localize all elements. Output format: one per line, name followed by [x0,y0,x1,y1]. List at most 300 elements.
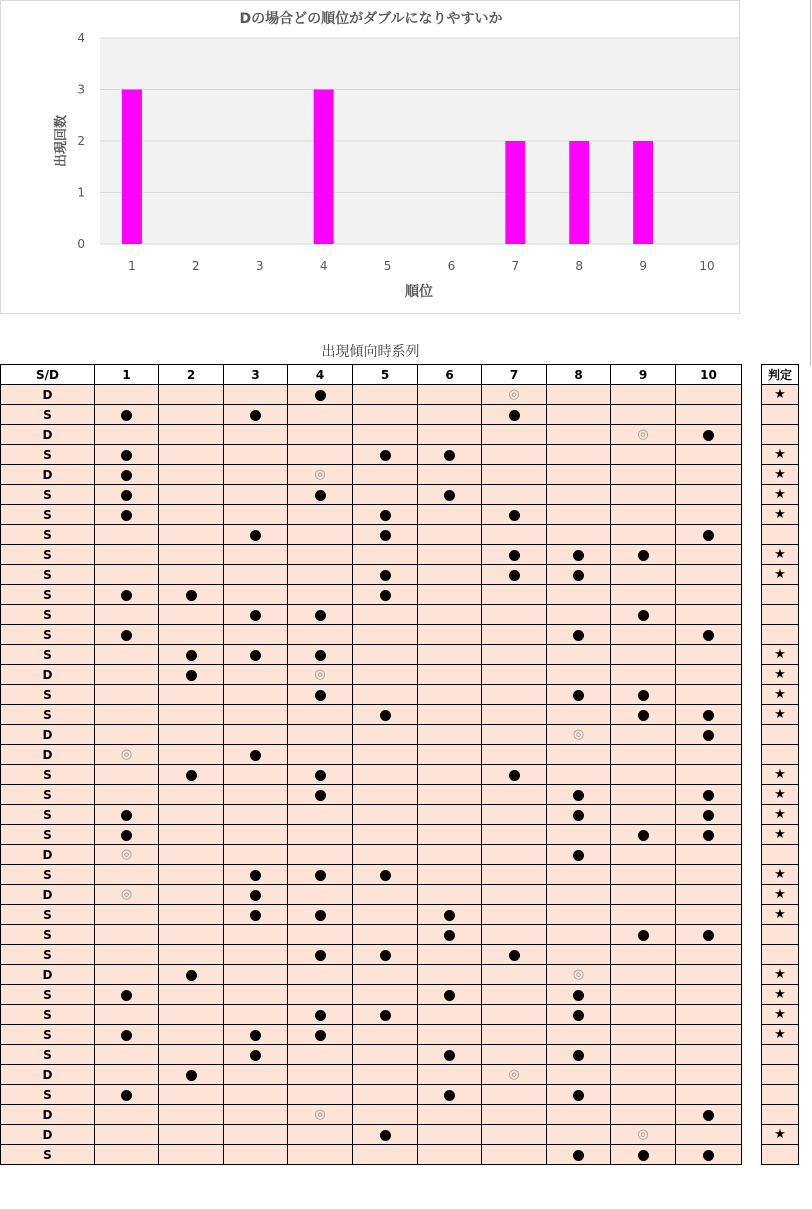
rank-cell [224,725,288,745]
rank-cell [418,1065,482,1085]
table-row [1,705,742,725]
star-icon: ★ [774,487,786,502]
single-dot-icon [638,830,649,841]
rank-cell [611,485,676,505]
table-row [1,625,742,645]
rank-cell [611,885,676,905]
rank-cell [611,705,676,725]
single-dot-icon [638,710,649,721]
star-icon: ★ [774,507,786,522]
single-dot-icon [121,490,132,501]
judge-row [762,685,799,705]
rank-cell [482,1045,547,1065]
sd-cell: S [1,685,95,705]
sd-cell: D [1,1125,95,1145]
judge-row [762,945,799,965]
single-dot-icon [703,730,714,741]
sd-cell: S [1,625,95,645]
rank-cell [676,585,742,605]
single-dot-icon [638,1150,649,1161]
header-rank: 8 [547,365,611,385]
judge-row [762,965,799,985]
rank-cell [482,965,547,985]
single-dot-icon [250,910,261,921]
rank-cell [95,1105,159,1125]
rank-cell [224,425,288,445]
single-dot-icon [638,610,649,621]
rank-cell [95,785,159,805]
x-axis-label: 順位 [405,284,433,300]
rank-cell [288,425,353,445]
rank-cell [611,465,676,485]
rank-cell [224,1005,288,1025]
single-dot-icon [703,1150,714,1161]
rank-cell [95,725,159,745]
single-dot-icon [444,490,455,501]
judge-cell [762,625,799,645]
rank-cell [482,505,547,525]
rank-cell [159,665,224,685]
rank-cell [159,685,224,705]
rank-cell [95,665,159,685]
single-dot-icon [573,990,584,1001]
table-row [1,765,742,785]
rank-cell [676,445,742,465]
rank-cell [288,905,353,925]
rank-cell [418,645,482,665]
star-icon: ★ [774,1007,786,1022]
rank-cell [159,1145,224,1165]
rank-cell [95,1045,159,1065]
rank-cell [482,625,547,645]
rank-cell [418,845,482,865]
rank-cell [676,705,742,725]
judge-row [762,565,799,585]
rank-cell [288,405,353,425]
judge-cell [762,685,799,705]
rank-cell [547,805,611,825]
rank-cell [676,565,742,585]
rank-cell [95,865,159,885]
rank-cell [482,825,547,845]
rank-cell [353,865,418,885]
rank-cell [418,1005,482,1025]
rank-cell [159,445,224,465]
rank-cell [353,665,418,685]
rank-cell [95,1025,159,1045]
star-icon: ★ [774,767,786,782]
rank-cell [288,605,353,625]
rank-cell [482,445,547,465]
rank-cell [418,1045,482,1065]
rank-cell [288,485,353,505]
single-dot-icon [573,630,584,641]
rank-cell [288,525,353,545]
single-dot-icon [250,890,261,901]
star-icon: ★ [774,567,786,582]
table-row [1,865,742,885]
table-row [1,605,742,625]
star-icon: ★ [774,647,786,662]
table-row [1,1085,742,1105]
double-circle-icon: ◎ [314,667,326,682]
rank-cell [159,945,224,965]
x-tick-label: 9 [639,259,647,273]
rank-cell [611,445,676,465]
table-row [1,885,742,905]
rank-cell [418,605,482,625]
rank-cell [482,605,547,625]
y-tick-label: 0 [77,237,85,251]
judge-cell [762,765,799,785]
single-dot-icon [573,810,584,821]
rank-cell [353,745,418,765]
single-dot-icon [315,770,326,781]
single-dot-icon [573,570,584,581]
rank-cell [547,405,611,425]
rank-cell [676,825,742,845]
rank-cell [353,685,418,705]
single-dot-icon [380,870,391,881]
rank-cell [418,485,482,505]
rank-cell [547,665,611,685]
rank-cell [224,385,288,405]
judge-cell [762,1085,799,1105]
rank-cell [95,645,159,665]
rank-cell [611,505,676,525]
rank-cell [482,1025,547,1045]
single-dot-icon [573,550,584,561]
single-dot-icon [380,530,391,541]
rank-cell [611,845,676,865]
rank-cell [676,1085,742,1105]
rank-cell [353,1105,418,1125]
judge-row [762,485,799,505]
rank-cell [482,885,547,905]
sd-cell: D [1,845,95,865]
rank-cell [288,785,353,805]
judge-cell [762,1125,799,1145]
single-dot-icon [186,650,197,661]
rank-cell [159,905,224,925]
rank-cell [482,1065,547,1085]
header-rank: 2 [159,365,224,385]
single-dot-icon [573,850,584,861]
single-dot-icon [121,1090,132,1101]
single-dot-icon [315,910,326,921]
rank-cell [676,785,742,805]
rank-cell [611,605,676,625]
sd-cell: S [1,905,95,925]
bar [569,141,589,244]
double-circle-icon: ◎ [120,887,133,902]
rank-cell [611,925,676,945]
sd-cell: S [1,525,95,545]
rank-cell [95,805,159,825]
rank-cell [611,945,676,965]
judge-row [762,845,799,865]
rank-cell [418,865,482,885]
sd-cell: S [1,1145,95,1165]
rank-cell [353,645,418,665]
x-tick-label: 1 [128,259,136,273]
rank-cell [224,525,288,545]
rank-cell [159,405,224,425]
rank-cell [482,765,547,785]
rank-cell [547,645,611,665]
rank-cell [353,505,418,525]
single-dot-icon [380,510,391,521]
rank-cell [482,785,547,805]
rank-cell [224,1065,288,1085]
single-dot-icon [121,810,132,821]
star-icon: ★ [774,467,786,482]
sd-cell: D [1,385,95,405]
header-rank: 1 [95,365,159,385]
judge-row [762,385,799,405]
judge-cell [762,405,799,425]
rank-cell [547,485,611,505]
rank-cell [288,945,353,965]
judge-row [762,665,799,685]
rank-cell [288,1045,353,1065]
star-icon: ★ [774,887,786,902]
rank-cell [676,905,742,925]
rank-cell [95,905,159,925]
table-row [1,485,742,505]
rank-cell [676,765,742,785]
sd-cell: S [1,645,95,665]
star-icon: ★ [774,967,786,982]
rank-cell [288,745,353,765]
rank-cell [224,1025,288,1045]
table-row [1,1025,742,1045]
rank-cell [418,525,482,545]
single-dot-icon [380,450,391,461]
rank-cell [676,385,742,405]
judge-row [762,625,799,645]
single-dot-icon [121,450,132,461]
rank-cell [95,545,159,565]
rank-cell [676,1045,742,1065]
rank-cell [95,1145,159,1165]
single-dot-icon [444,910,455,921]
single-dot-icon [573,1010,584,1021]
rank-cell [611,1145,676,1165]
rank-cell [288,1125,353,1145]
rank-cell [224,905,288,925]
rank-cell [482,905,547,925]
rank-cell [159,545,224,565]
rank-cell [288,825,353,845]
rank-cell [611,585,676,605]
judge-row [762,425,799,445]
rank-cell [159,1045,224,1065]
judge-row [762,1125,799,1145]
single-dot-icon [703,430,714,441]
rank-cell [95,465,159,485]
rank-cell [482,585,547,605]
table-row [1,825,742,845]
rank-cell [224,585,288,605]
rank-cell [353,1085,418,1105]
rank-cell [95,765,159,785]
rank-cell [482,865,547,885]
rank-cell [547,845,611,865]
single-dot-icon [573,1050,584,1061]
rank-cell [418,1085,482,1105]
rank-cell [224,825,288,845]
rank-cell [95,1005,159,1025]
rank-cell [288,805,353,825]
rank-cell [418,545,482,565]
rank-cell [676,465,742,485]
rank-cell [224,605,288,625]
single-dot-icon [444,450,455,461]
single-dot-icon [186,770,197,781]
rank-cell [353,785,418,805]
rank-cell [418,745,482,765]
judge-row [762,745,799,765]
rank-cell [353,565,418,585]
rank-cell [95,565,159,585]
sd-cell: D [1,425,95,445]
table-row [1,925,742,945]
rank-cell [353,625,418,645]
rank-cell [95,845,159,865]
rank-cell [611,685,676,705]
star-icon: ★ [774,807,786,822]
double-circle-icon: ◎ [314,1107,326,1122]
rank-cell [611,865,676,885]
rank-cell [288,845,353,865]
rank-cell [611,565,676,585]
rank-cell [676,525,742,545]
rank-cell [547,725,611,745]
judge-row [762,1145,799,1165]
rank-cell [547,1145,611,1165]
sd-cell: S [1,545,95,565]
rank-cell [547,565,611,585]
rank-cell [95,925,159,945]
rank-cell [353,485,418,505]
star-icon: ★ [774,987,786,1002]
rank-cell [547,705,611,725]
header-rank: 7 [482,365,547,385]
rank-cell [224,945,288,965]
rank-cell [547,1025,611,1045]
rank-cell [224,645,288,665]
rank-cell [418,925,482,945]
rank-cell [418,885,482,905]
rank-cell [482,845,547,865]
single-dot-icon [315,1010,326,1021]
judge-cell [762,845,799,865]
rank-cell [676,745,742,765]
rank-cell [676,545,742,565]
judge-row [762,1085,799,1105]
rank-cell [547,1125,611,1145]
rank-cell [353,525,418,545]
judge-cell [762,425,799,445]
judge-cell [762,965,799,985]
single-dot-icon [380,950,391,961]
sd-cell: S [1,1045,95,1065]
rank-cell [547,905,611,925]
rank-cell [482,425,547,445]
rank-cell [611,525,676,545]
rank-cell [95,585,159,605]
single-dot-icon [703,630,714,641]
x-tick-label: 2 [192,259,200,273]
rank-cell [159,485,224,505]
sd-cell: S [1,785,95,805]
rank-cell [224,485,288,505]
star-icon: ★ [774,547,786,562]
rank-cell [418,385,482,405]
single-dot-icon [573,790,584,801]
rank-cell [611,765,676,785]
rank-cell [418,425,482,445]
rank-cell [159,865,224,885]
judge-row [762,865,799,885]
rank-cell [418,625,482,645]
bar [122,90,142,245]
rank-cell [676,505,742,525]
rank-cell [288,385,353,405]
single-dot-icon [315,1030,326,1041]
table-row [1,545,742,565]
rank-cell [547,765,611,785]
rank-cell [95,685,159,705]
rank-cell [353,765,418,785]
rank-cell [611,745,676,765]
rank-cell [95,445,159,465]
rank-cell [159,605,224,625]
y-tick-label: 1 [77,185,85,200]
single-dot-icon [638,690,649,701]
judge-row [762,1025,799,1045]
rank-cell [547,885,611,905]
rank-cell [224,865,288,885]
rank-cell [547,605,611,625]
rank-cell [288,505,353,525]
rank-cell [159,1005,224,1025]
rank-cell [95,1125,159,1145]
rank-cell [676,425,742,445]
rank-cell [482,705,547,725]
rank-cell [418,985,482,1005]
table-row [1,565,742,585]
rank-cell [288,885,353,905]
judge-cell [762,925,799,945]
rank-cell [676,1025,742,1045]
rank-cell [159,1105,224,1125]
rank-cell [159,625,224,645]
rank-cell [418,1105,482,1125]
rank-cell [288,545,353,565]
rank-cell [353,825,418,845]
rank-cell [611,385,676,405]
rank-cell [547,825,611,845]
rank-cell [482,1105,547,1125]
rank-cell [159,385,224,405]
rank-cell [418,1125,482,1145]
judge-cell [762,645,799,665]
table-row [1,525,742,545]
bar [505,141,525,244]
x-tick-label: 4 [319,259,328,273]
